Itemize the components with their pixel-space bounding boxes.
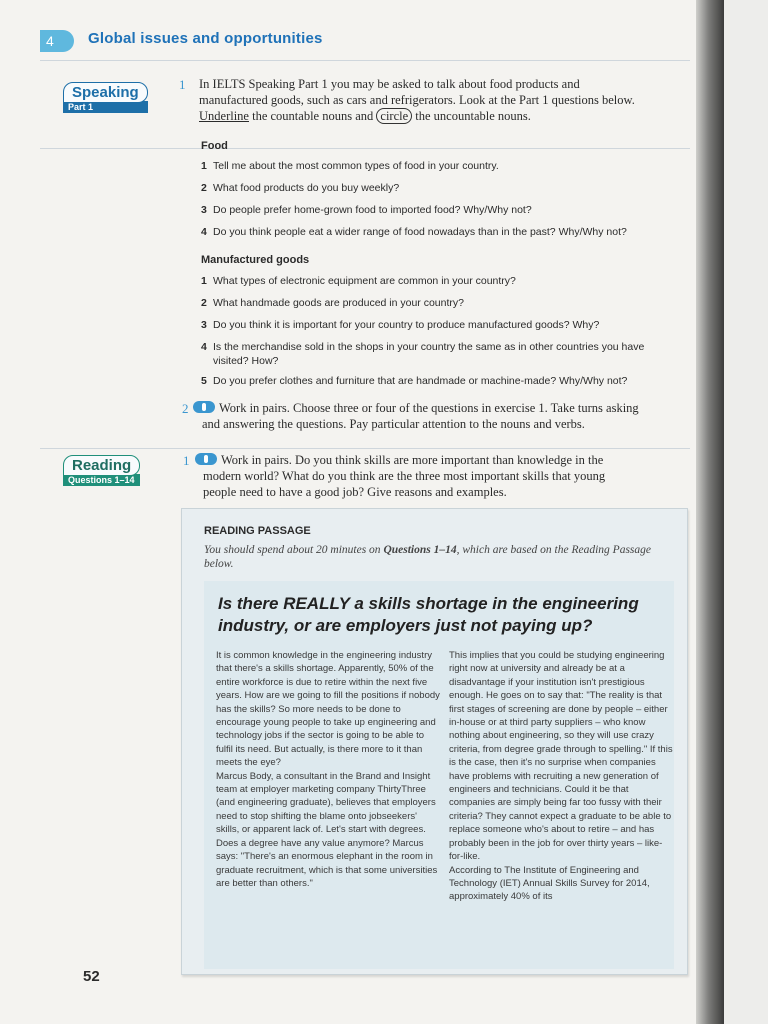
- pair-work-icon: [195, 453, 217, 465]
- food-question: [201, 203, 671, 217]
- article: [204, 581, 674, 969]
- passage-intro-c: , which are based on the Reading Passage below.: [204, 544, 652, 570]
- speaking-ex2-instructions: [193, 400, 683, 432]
- article-paragraph: It is common knowledge in the engineering industry that there's a skills shortage. Apparently, 50% of the entire workforce is due to retire within the next five years. How are we going to fill the positions if nobody has the skills? So more needs to be done to encourage young people to take up engineering and technology jobs if the sector is going to be able to fulfil its need. But actually, is there more to it than meets the eye?: [216, 650, 440, 769]
- food-q-number: 3: [201, 204, 207, 216]
- rule-food: [40, 148, 690, 149]
- unit-number-tab: 4: [40, 30, 74, 52]
- food-q-text: Do you think people eat a wider range of food nowadays than in the past? Why/Why not?: [213, 226, 627, 238]
- speaking-section-badge: [63, 82, 148, 113]
- pair-work-icon: [193, 401, 215, 413]
- food-q-number: 1: [201, 160, 207, 172]
- speaking-ex1-line3: [199, 108, 679, 124]
- speaking-ex1-line3-mid: the countable nouns and: [248, 109, 377, 123]
- reading-ex1-line2: modern world? What do you think are the three most important skills that young: [203, 469, 606, 483]
- book-spine-shadow: [696, 0, 724, 1024]
- page-edge: [724, 0, 768, 1024]
- passage-intro-a: You should spend about 20 minutes on: [204, 544, 384, 556]
- goods-question: [201, 374, 671, 388]
- food-q-text: Tell me about the most common types of food in your country.: [213, 160, 499, 172]
- goods-q-text: What types of electronic equipment are common in your country?: [213, 275, 516, 287]
- article-paragraph: Marcus Body, a consultant in the Brand and Insight team at employer marketing company ThirtyThree (and engineering graduate), believes that employers need to stop shifting the blame onto jobseekers' skills, or apparent lack of. Let's start with degrees. Does a degree have any value anymore? Marcus says: "There's an enormous elephant in the room in graduate recruitment, which is that some universities are better than others.": [216, 770, 438, 889]
- speaking-ex1-instructions: [199, 76, 679, 124]
- speaking-ex1-number: 1: [179, 77, 186, 92]
- reading-badge-label: Reading: [63, 455, 140, 476]
- food-question: [201, 181, 671, 195]
- goods-q-number: 5: [201, 375, 207, 387]
- goods-q-text: What handmade goods are produced in your country?: [213, 297, 464, 309]
- reading-section-badge: [63, 455, 140, 486]
- speaking-ex1-line2: manufactured goods, such as cars and refrigerators. Look at the Part 1 questions below.: [199, 93, 635, 107]
- speaking-ex2-line2: and answering the questions. Pay particular attention to the nouns and verbs.: [202, 417, 585, 431]
- page-number: 52: [83, 968, 100, 985]
- article-title: Is there REALLY a skills shortage in the engineering industry, or are employers just not paying up?: [218, 594, 639, 635]
- food-question: [201, 159, 671, 173]
- goods-q-number: 1: [201, 275, 207, 287]
- header-rule: [40, 60, 690, 61]
- goods-question: [201, 340, 671, 368]
- goods-question: [201, 274, 671, 288]
- reading-ex1-line3: people need to have a good job? Give reasons and examples.: [203, 485, 507, 499]
- speaking-ex2-number: 2: [182, 401, 189, 416]
- article-right-column: [449, 649, 675, 904]
- passage-intro-questions: Questions 1–14: [383, 544, 457, 556]
- food-q-number: 4: [201, 226, 207, 238]
- speaking-ex2-line1: Work in pairs. Choose three or four of the questions in exercise 1. Take turns asking: [219, 401, 639, 415]
- speaking-ex1-line3-end: the uncountable nouns.: [412, 109, 531, 123]
- underline-word: Underline: [199, 109, 249, 123]
- goods-q-number: 4: [201, 341, 207, 353]
- goods-heading: Manufactured goods: [201, 254, 310, 266]
- article-paragraph: This implies that you could be studying engineering right now at university and already be at a disadvantage if your institution isn't prestigious enough. He goes on to say that: "The reality is that first stages of screening are done by people – either in-house or at third party suppliers – who know nothing about engineering, so they will use crazy criteria, from degree grade through to spelling." If this is the case, then it's no surprise when companies have problems with recruiting a new generation of engineers and technicians. Could it be that companies are simply being far too fussy with their criteria? They cannot expect a graduate to be able to replace someone who's about to retire – and has probably been in the job for over thirty years – like-for-like.: [449, 650, 673, 863]
- article-paragraph: According to The Institute of Engineering and Technology (IET) Annual Skills Survey for 2014, approximately 40% of its: [449, 864, 650, 903]
- goods-q-text: Do you prefer clothes and furniture that are handmade or machine-made? Why/Why not?: [213, 375, 628, 387]
- food-q-text: What food products do you buy weekly?: [213, 182, 400, 194]
- article-left-column: [216, 649, 442, 890]
- goods-q-number: 3: [201, 319, 207, 331]
- food-q-number: 2: [201, 182, 207, 194]
- reading-ex1-line1: Work in pairs. Do you think skills are more important than knowledge in the: [221, 453, 604, 467]
- goods-q-text: Do you think it is important for your country to produce manufactured goods? Why?: [213, 319, 600, 331]
- goods-question: [201, 296, 671, 310]
- speaking-ex1-line1: In IELTS Speaking Part 1 you may be asked to talk about food products and: [199, 77, 580, 91]
- speaking-badge-label: Speaking: [63, 82, 148, 103]
- reading-badge-sub: Questions 1–14: [63, 474, 140, 486]
- passage-intro: [204, 543, 674, 571]
- food-question: [201, 225, 671, 239]
- circle-word: circle: [376, 108, 412, 124]
- speaking-badge-sub: Part 1: [63, 101, 148, 113]
- reading-ex1-number: 1: [183, 453, 190, 468]
- reading-ex1-instructions: [195, 452, 685, 500]
- food-q-text: Do people prefer home-grown food to imported food? Why/Why not?: [213, 204, 532, 216]
- unit-title: Global issues and opportunities: [88, 30, 323, 47]
- goods-question: [201, 318, 671, 332]
- food-heading: Food: [201, 140, 228, 152]
- goods-q-number: 2: [201, 297, 207, 309]
- reading-passage-box: [181, 508, 688, 975]
- passage-heading: READING PASSAGE: [204, 525, 311, 537]
- rule-reading: [40, 448, 690, 449]
- goods-q-text: Is the merchandise sold in the shops in your country the same as in other countries you have visited? How?: [213, 341, 645, 367]
